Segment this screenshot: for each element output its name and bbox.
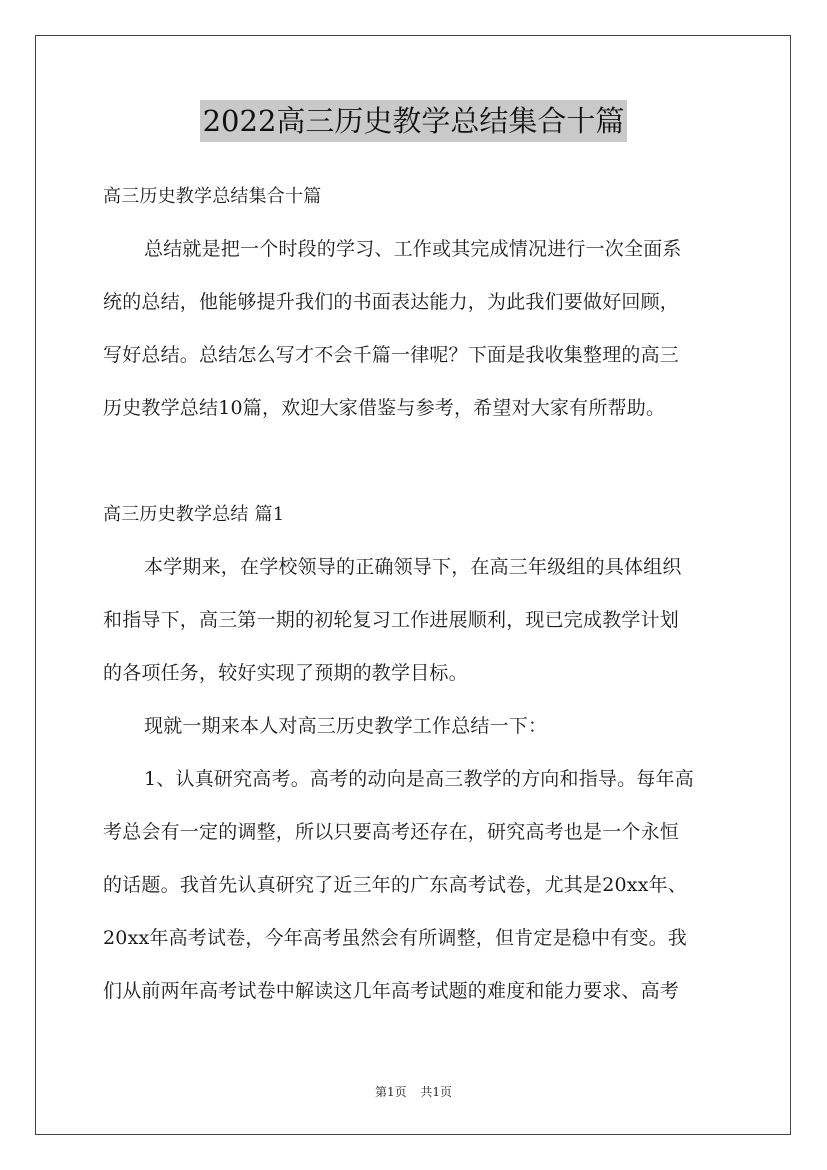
section-heading: 高三历史教学总结 篇1 — [103, 504, 285, 525]
document-body — [103, 170, 729, 1018]
paragraph-line: 们从前两年高考试卷中解读这几年高考试题的难度和能力要求、高考 — [103, 980, 680, 1002]
page-number: 第1页 — [374, 1085, 407, 1099]
intro-line: 统的总结，他能够提升我们的书面表达能力，为此我们要做好回顾， — [103, 291, 680, 313]
subtitle-heading: 高三历史教学总结集合十篇 — [103, 186, 322, 207]
title-container — [0, 100, 827, 142]
page-footer — [0, 1083, 827, 1100]
paragraph-line: 现就一期来本人对高三历史教学工作总结一下： — [144, 715, 548, 737]
paragraph-line: 和指导下，高三第一期的初轮复习工作进展顺利，现已完成教学计划 — [103, 609, 680, 631]
document-title: 2022高三历史教学总结集合十篇 — [200, 100, 628, 142]
paragraph-gap — [103, 435, 729, 488]
paragraph-line: 考总会有一定的调整，所以只要高考还存在，研究高考也是一个永恒 — [103, 821, 680, 843]
paragraph-line: 本学期来，在学校领导的正确领导下，在高三年级组的具体组织 — [144, 556, 682, 578]
intro-line: 总结就是把一个时段的学习、工作或其完成情况进行一次全面系 — [144, 238, 682, 260]
intro-line: 写好总结。总结怎么写才不会千篇一律呢？下面是我收集整理的高三 — [103, 344, 680, 366]
intro-line: 历史教学总结10篇，欢迎大家借鉴与参考，希望对大家有所帮助。 — [103, 397, 666, 419]
paragraph-line: 20xx年高考试卷，今年高考虽然会有所调整，但肯定是稳中有变。我 — [103, 927, 688, 949]
paragraph-line: 1、认真研究高考。高考的动向是高三教学的方向和指导。每年高 — [144, 768, 694, 790]
page-total: 共1页 — [420, 1085, 453, 1099]
paragraph-line: 的话题。我首先认真研究了近三年的广东高考试卷，尤其是20xx年、 — [103, 874, 688, 896]
paragraph-line: 的各项任务，较好实现了预期的教学目标。 — [103, 662, 468, 684]
